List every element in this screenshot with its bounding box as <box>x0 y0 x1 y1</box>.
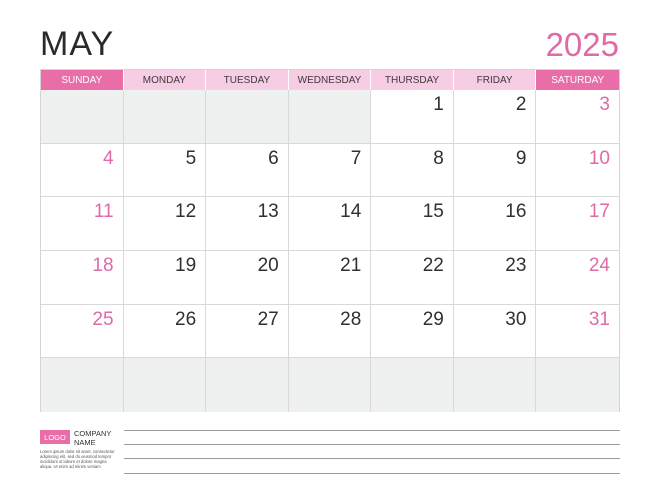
calendar-grid <box>40 69 620 412</box>
day-number: 23 <box>505 255 527 276</box>
company-name-line2: NAME <box>74 438 96 447</box>
day-number: 22 <box>422 255 444 276</box>
weekday-header-thursday: THURSDAY <box>371 70 454 90</box>
day-number: 19 <box>175 255 197 276</box>
weekday-header-saturday: SATURDAY <box>536 70 619 90</box>
logo: LOGO <box>40 430 70 444</box>
day-cell <box>536 144 619 198</box>
weekday-header-friday: FRIDAY <box>454 70 537 90</box>
weekday-header-row <box>41 70 619 90</box>
day-cell <box>536 305 619 359</box>
note-line <box>124 458 620 459</box>
weekday-header-wednesday: WEDNESDAY <box>289 70 372 90</box>
note-line <box>124 444 620 445</box>
day-cell <box>289 144 372 198</box>
day-cell <box>454 305 537 359</box>
day-cell <box>371 144 454 198</box>
day-cell <box>454 197 537 251</box>
day-number: 29 <box>422 308 444 330</box>
day-cell <box>124 358 207 412</box>
day-number: 30 <box>505 308 527 330</box>
day-cell <box>536 358 619 412</box>
year-title: 2025 <box>545 26 619 63</box>
day-number: 18 <box>92 255 114 276</box>
day-cell <box>454 251 537 305</box>
day-cell <box>124 90 207 144</box>
day-number: 26 <box>175 308 197 330</box>
day-cell <box>371 305 454 359</box>
day-number: 7 <box>350 147 362 169</box>
day-number: 20 <box>257 255 279 276</box>
day-number: 8 <box>433 147 444 169</box>
day-cell <box>206 358 289 412</box>
day-cell <box>371 358 454 412</box>
day-number: 21 <box>340 255 362 276</box>
weekday-header-tuesday: TUESDAY <box>206 70 289 90</box>
day-cell <box>536 90 619 144</box>
description-line: incididunt ut labore et dolore magna <box>40 459 107 464</box>
footer <box>40 428 620 478</box>
day-number: 13 <box>257 201 279 223</box>
day-cell <box>536 197 619 251</box>
day-number: 10 <box>588 147 610 169</box>
day-number: 15 <box>422 201 444 223</box>
weekday-header-monday: MONDAY <box>124 70 207 90</box>
day-cell <box>371 197 454 251</box>
notes-area <box>124 428 620 478</box>
day-number: 17 <box>588 201 610 223</box>
day-cell <box>289 251 372 305</box>
day-number: 3 <box>599 94 610 115</box>
day-cell <box>289 305 372 359</box>
day-cell <box>206 90 289 144</box>
day-cell <box>289 197 372 251</box>
day-number: 6 <box>268 147 279 169</box>
day-cell <box>124 144 207 198</box>
description-line: adipiscing elit, sed do eiusmod tempor <box>40 454 112 459</box>
day-cell <box>206 251 289 305</box>
day-number: 27 <box>257 308 279 330</box>
day-number: 25 <box>92 308 114 330</box>
weekday-header-sunday: SUNDAY <box>41 70 124 90</box>
day-cell <box>371 251 454 305</box>
day-number: 4 <box>102 147 114 169</box>
day-cell <box>206 305 289 359</box>
day-number: 16 <box>505 201 527 223</box>
day-grid <box>41 90 619 412</box>
day-number: 24 <box>588 255 610 276</box>
day-cell <box>124 197 207 251</box>
day-cell <box>41 305 124 359</box>
day-cell <box>371 90 454 144</box>
company-name <box>74 429 124 447</box>
day-number: 2 <box>515 94 527 115</box>
day-number: 11 <box>93 201 114 223</box>
company-name-line1: COMPANY <box>74 429 112 438</box>
day-number: 1 <box>433 94 444 115</box>
day-number: 28 <box>340 308 362 330</box>
note-line <box>124 473 620 474</box>
day-cell <box>454 144 537 198</box>
day-cell <box>206 197 289 251</box>
day-cell <box>124 251 207 305</box>
day-number: 9 <box>515 147 527 169</box>
day-number: 5 <box>185 147 197 169</box>
day-number: 31 <box>588 308 610 330</box>
day-cell <box>454 358 537 412</box>
month-title: MAY <box>40 25 115 63</box>
day-cell <box>124 305 207 359</box>
day-cell <box>41 90 124 144</box>
day-cell <box>289 358 372 412</box>
day-cell <box>454 90 537 144</box>
day-cell <box>206 144 289 198</box>
description-line: Lorem ipsum dolor sit amet, consectetur <box>40 449 115 454</box>
note-line <box>124 430 620 431</box>
day-cell <box>41 197 124 251</box>
day-cell <box>536 251 619 305</box>
company-description <box>40 449 116 469</box>
day-cell <box>289 90 372 144</box>
day-number: 12 <box>175 201 197 223</box>
description-line: aliqua. Ut enim ad minim veniam <box>40 464 101 469</box>
day-number: 14 <box>340 201 362 223</box>
day-cell <box>41 358 124 412</box>
day-cell <box>41 251 124 305</box>
day-cell <box>41 144 124 198</box>
